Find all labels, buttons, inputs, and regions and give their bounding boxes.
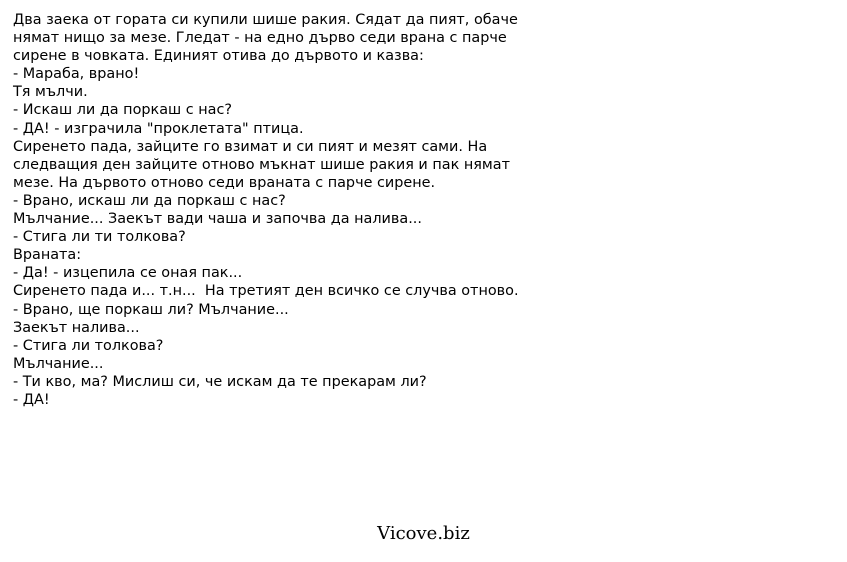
joke-text [13,11,833,409]
joke-line: сирене в човката. Единият отива до дървото и казва: [13,48,424,65]
joke-line: Сиренето пада, зайците го взимат и си пият и мезят сами. На [13,138,488,155]
joke-line: - Стига ли ти толкова? [13,229,186,246]
joke-line: следващия ден зайците отново мъкнат шише ракия и пак нямат [13,156,510,173]
site-watermark: Vicove.biz [377,523,470,544]
joke-line: - ДА! [13,391,50,408]
joke-line: Враната: [13,247,82,264]
joke-line: - Да! - изцепила се оная пак... [13,265,243,282]
joke-line: Сиренето пада и... т.н... На третият ден всичко се случва отново. [13,283,519,300]
joke-line: Тя мълчи. [13,84,88,101]
joke-line: - Мараба, врано! [13,66,140,83]
joke-line: нямат нищо за мезе. Гледат - на едно дърво седи врана с парче [13,30,507,47]
joke-line: - Искаш ли да поркаш с нас? [13,102,233,119]
joke-line: - Ти кво, ма? Мислиш си, че искам да те прекарам ли? [13,373,427,390]
joke-line: - Врано, ще поркаш ли? Мълчание... [13,301,289,318]
joke-line: Мълчание... [13,355,104,372]
joke-line: - ДА! - изграчила "проклетата" птица. [13,120,304,137]
joke-line: Мълчание... Заекът вади чаша и започва да налива... [13,211,422,228]
joke-line: мезе. На дървото отново седи враната с парче сирене. [13,174,436,191]
joke-line: Два заека от гората си купили шише ракия. Сядат да пият, обаче [13,12,518,28]
joke-line: - Стига ли толкова? [13,337,164,354]
joke-line: - Врано, искаш ли да поркаш с нас? [13,192,286,209]
joke-line: Заекът налива... [13,319,140,336]
